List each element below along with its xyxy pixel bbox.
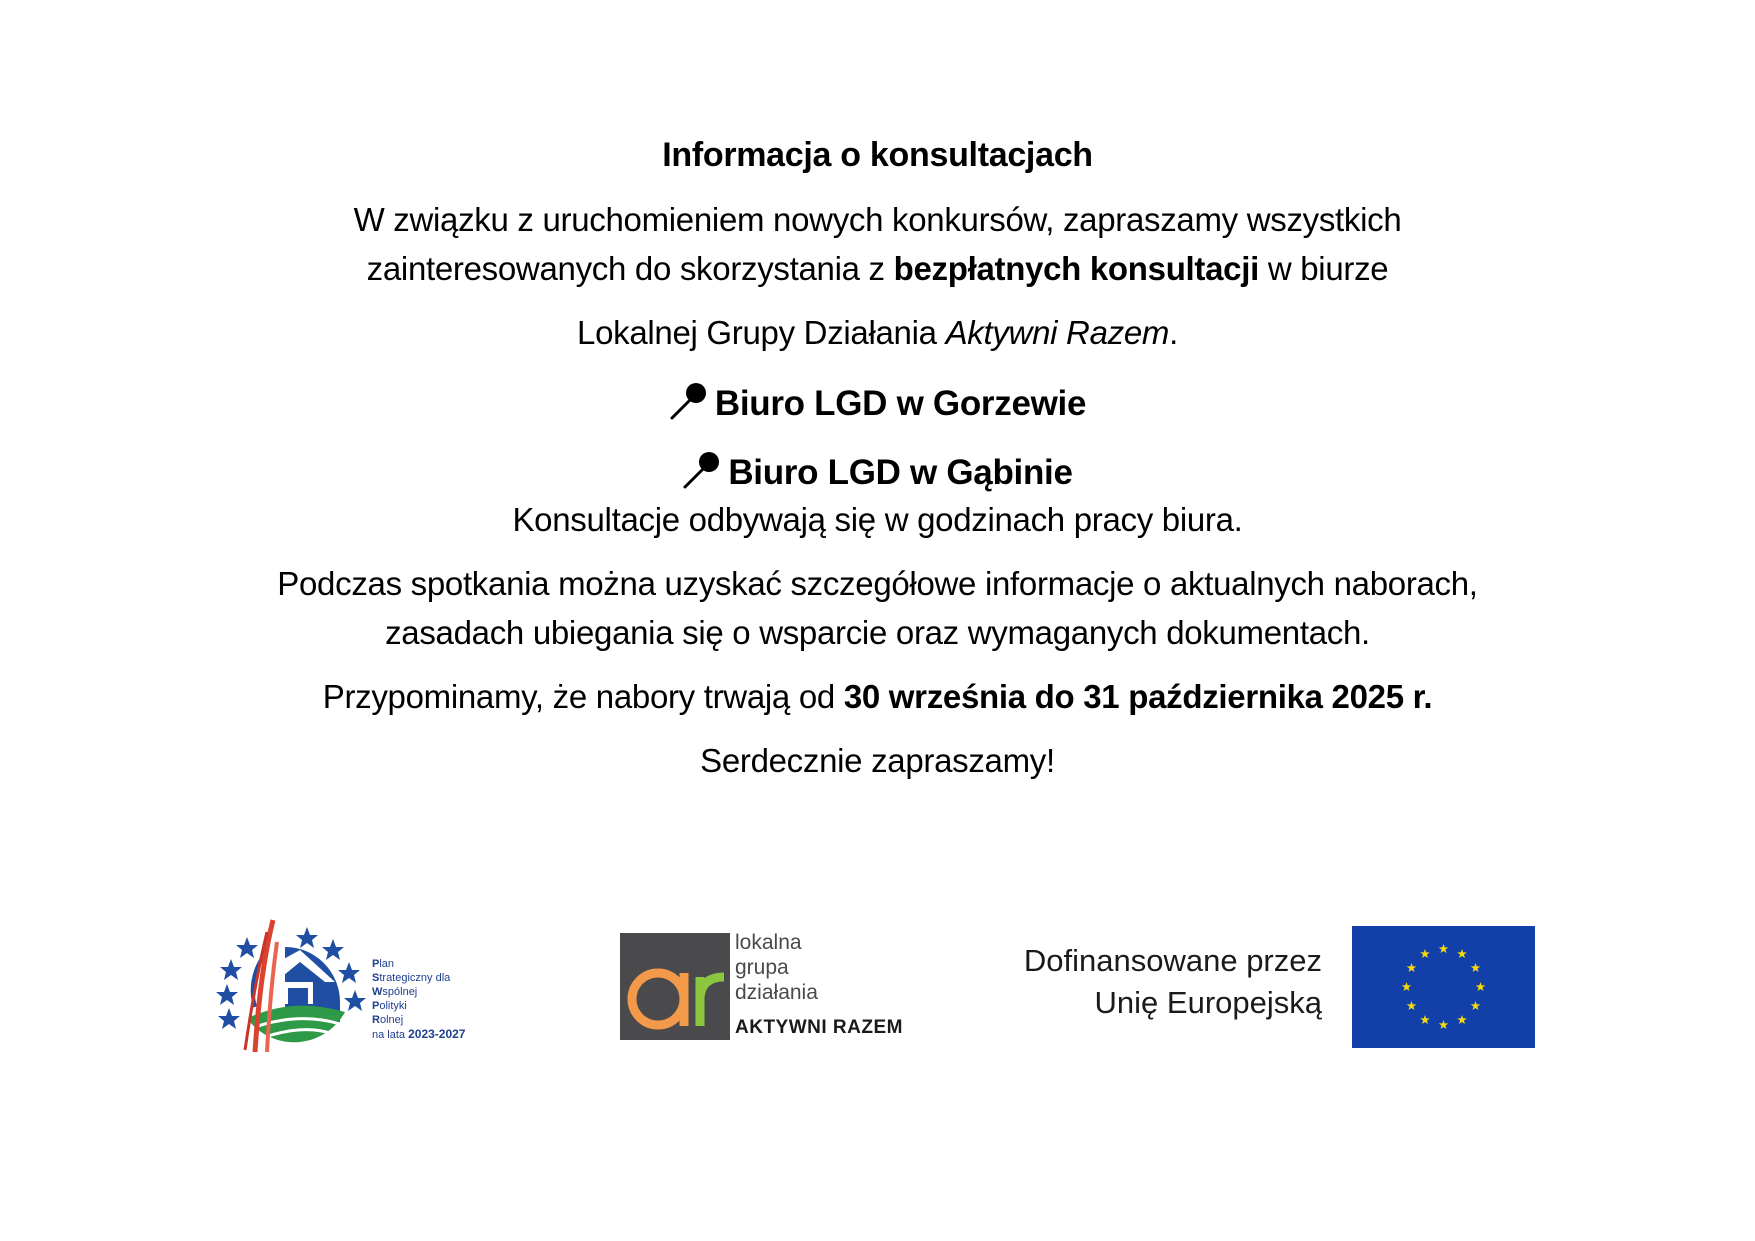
free-consultations-emphasis: bezpłatnych konsultacji <box>893 250 1259 287</box>
reminder-text: Przypominamy, że nabory trwają od <box>322 678 844 715</box>
eu-funding-text <box>972 940 1322 1024</box>
sponsor-logos <box>0 900 1755 1070</box>
psp-line-cap: W <box>372 986 383 998</box>
lgd-aktywni-razem-logo <box>615 925 915 1040</box>
psp-line-rest: olnej <box>379 1014 404 1026</box>
eu-text-line-2: Unię Europejską <box>1094 985 1322 1020</box>
psp-line-cap: R <box>372 1014 380 1026</box>
office-label: Biuro LGD w Gąbinie <box>728 453 1073 492</box>
psp-line-rest: spólnej <box>382 986 418 998</box>
intro-line-3 <box>0 313 1755 353</box>
intro-line-3-end: . <box>1169 314 1178 351</box>
intro-line-1: W związku z uruchomieniem nowych konkursów, zapraszamy wszystkich <box>353 201 1402 238</box>
psp-line-rest: olityki <box>379 1000 407 1012</box>
lgd-line-3: działania <box>735 981 818 1004</box>
psp-line-rest: trategiczny dla <box>379 972 451 984</box>
intro-line-2-text: zainteresowanych do skorzystania z <box>366 250 894 287</box>
psp-emblem-icon <box>215 912 370 1062</box>
ar-monogram-icon <box>620 933 730 1040</box>
lgd-monogram <box>620 933 730 1040</box>
page-title: Informacja o konsultacjach <box>662 136 1093 174</box>
lgd-line-1: lokalna <box>735 931 802 954</box>
lgd-name: AKTYWNI RAZEM <box>735 1017 903 1038</box>
closing-line: Serdecznie zapraszamy! <box>700 742 1055 779</box>
psp-logo-text <box>372 957 465 1042</box>
office-label: Biuro LGD w Gorzewie <box>714 384 1087 423</box>
psp-line-cap: P <box>372 1000 380 1012</box>
psp-line-rest: na lata <box>372 1029 409 1041</box>
intro-line-2-end: w biurze <box>1258 250 1389 287</box>
eu-text-line-1: Dofinansowane przez <box>1023 943 1322 978</box>
office-gabin <box>0 450 1755 493</box>
reminder-line <box>0 677 1755 717</box>
organization-name: Aktywni Razem <box>945 314 1170 351</box>
pushpin-icon <box>682 450 722 490</box>
intro-line-2 <box>0 249 1755 289</box>
psp-logo <box>215 912 515 1062</box>
eu-flag-icon <box>1352 926 1535 1048</box>
details-line-2: zasadach ubiegania się o wsparcie oraz wymaganych dokumentach. <box>385 614 1370 651</box>
lgd-descriptor <box>735 930 818 1005</box>
psp-line-cap: P <box>372 958 380 970</box>
eu-stars-icon <box>1352 926 1535 1048</box>
lgd-line-2: grupa <box>735 956 789 979</box>
application-dates: 30 września do 31 października 2025 r. <box>843 678 1433 715</box>
office-gorzewo <box>0 381 1755 424</box>
psp-years: 2023-2027 <box>408 1027 466 1041</box>
hours-note: Konsultacje odbywają się w godzinach pracy biura. <box>512 501 1243 538</box>
pushpin-icon <box>669 381 709 421</box>
psp-line-cap: S <box>372 972 380 984</box>
details-line-1: Podczas spotkania można uzyskać szczegółowe informacje o aktualnych naborach, <box>277 565 1478 602</box>
psp-line-rest: lan <box>379 958 395 970</box>
intro-line-3-text: Lokalnej Grupy Działania <box>577 314 946 351</box>
